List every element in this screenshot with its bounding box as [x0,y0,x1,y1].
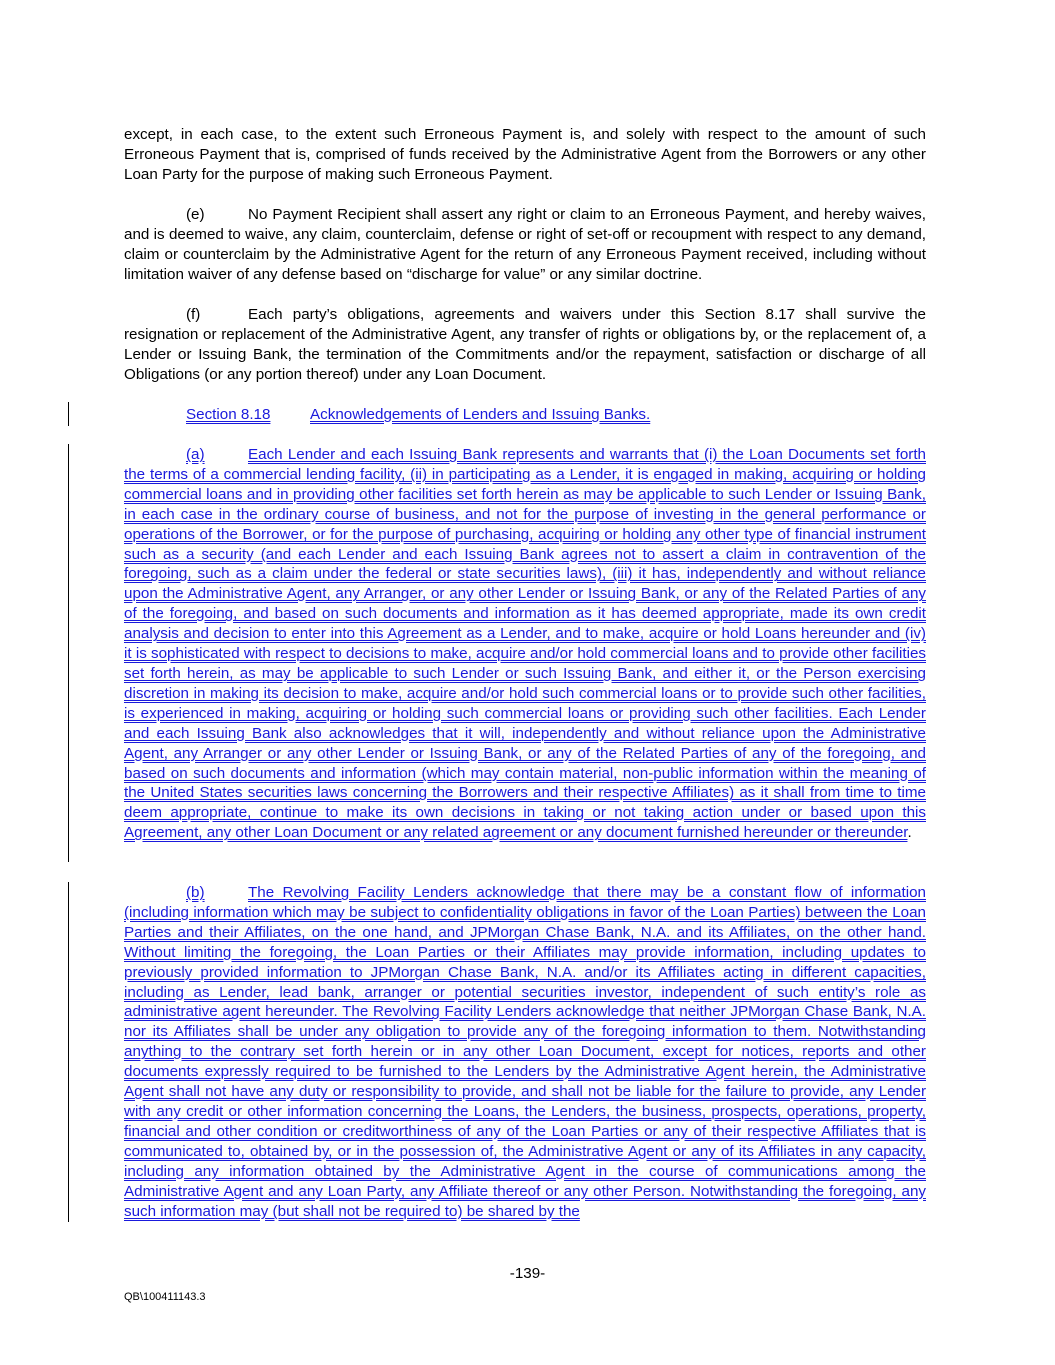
paragraph-e [124,205,926,285]
paragraph-b [124,883,926,1221]
section-heading [124,405,926,425]
change-bar [68,444,69,862]
paragraph-f [124,305,926,385]
paragraph-a [124,445,926,843]
paragraph-a-label: (a) [186,446,205,463]
paragraph-continuation-text: except, in each case, to the extent such Erroneous Payment is, and solely with respect to the amount of such Erroneous Payment that is, comprised of funds received by the Administrative Agent from the Borrowers or any other Loan Party for the purpose of making such Erroneous Payment. [124,126,926,183]
change-bar [68,882,69,1222]
section-number: Section 8.18 [186,406,271,423]
paragraph-f-text: Each party’s obligations, agreements and waivers under this Section 8.17 shall survive the resignation or replacement of the Administrative Agent, any transfer of rights or obligations by, or the replacement of, a Lender or Issuing Bank, the termination of the Commitments and/or the repayment, satisfaction or discharge of all Obligations (or any portion thereof) under any Loan Document. [124,306,926,383]
section-title: Acknowledgements of Lenders and Issuing Banks. [310,406,651,423]
paragraph-continuation [124,125,926,185]
paragraph-b-label: (b) [186,884,205,901]
paragraph-a-text: Each Lender and each Issuing Bank represents and warrants that (i) the Loan Documents set forth the terms of a commercial lending facility, (ii) in participating as a Lender, it is engaged in making, acquiring or holding commercial loans and in providing other facilities set forth herein as may be applicable to such Lender or Issuing Bank, in each case in the ordinary course of business, and not for the purpose of investing in the general performance or operations of the Borrower, or for the purpose of purchasing, acquiring or holding any other type of financial instrument such as a security (and each Lender and each Issuing Bank agrees not to assert a claim in contravention of the foregoing, such as a claim under the federal or state securities laws), (iii) it has, independently and without reliance upon the Administrative Agent, any Arranger, or any other Lender or Issuing Bank, or any of the Related Parties of any of the foregoing, and based on such documents and information as it has deemed appropriate, made its own credit analysis and decision to enter into this Agreement as a Lender, and to make, acquire or hold Loans hereunder and (iv) it is sophisticated with respect to decisions to make, acquire and/or hold commercial loans and to provide other facilities set forth herein, as may be applicable to such Lender or such Issuing Bank, and either it, or the Person exercising discretion in making its decision to make, acquire and/or hold such commercial loans or to provide such other facilities, is experienced in making, acquiring or holding such commercial loans or providing such other facilities. Each Lender and each Issuing Bank also acknowledges that it will, independently and without reliance upon the Administrative Agent, any Arranger or any other Lender or Issuing Bank, or any of the Related Parties of any of the foregoing, and based on such documents and information (which may contain material, non-public information within the meaning of the United States securities laws concerning the Borrowers and their respective Affiliates) as it shall from time to time deem appropriate, continue to make its own decisions in taking or not taking action under or based upon this Agreement, any other Loan Document or any related agreement or any document furnished hereunder or thereunder [124,446,926,842]
paragraph-f-label: (f) [186,306,201,323]
paragraph-e-label: (e) [186,206,205,223]
paragraph-b-text: The Revolving Facility Lenders acknowledge that there may be a constant flow of information (including information which may be subject to confidentiality obligations in favor of the Loan Parties) between the Loan Parties and their Affiliates, on the one hand, and JPMorgan Chase Bank, N.A. and its Affiliates, on the other hand. Without limiting the foregoing, the Loan Parties or their Affiliates may provide information, including updates to previously provided information to JPMorgan Chase Bank, N.A. and/or its Affiliates acting in different capacities, including as Lender, lead bank, arranger or potential securities investor, independent of such entity’s role as administrative agent hereunder. The Revolving Facility Lenders acknowledge that neither JPMorgan Chase Bank, N.A. nor its Affiliates shall be under any obligation to provide any of the foregoing information to them. Notwithstanding anything to the contrary set forth herein or in any other Loan Document, except for notices, reports and other documents expressly required to be furnished to the Lenders by the Administrative Agent herein, the Administrative Agent shall not have any duty or responsibility to provide, and shall not be liable for the failure to provide, any Lender with any credit or other information concerning the Loans, the Lenders, the business, prospects, operations, property, financial and other condition or creditworthiness of any of the Loan Parties or any of their respective Affiliates that is communicated to, obtained by, or in the possession of, the Administrative Agent or any of its Affiliates in any capacity, including any information obtained by the Administrative Agent in the course of communications among the Administrative Agent and any Loan Party, any Affiliate thereof or any other Person. Notwithstanding the foregoing, any such information may (but shall not be required to) be shared by the [124,884,926,1220]
paragraph-a-end: . [907,824,912,842]
page-number: -139- [509,1265,546,1282]
document-id: QB\100411143.3 [124,1291,206,1303]
change-bar [68,402,69,426]
paragraph-e-text: No Payment Recipient shall assert any right or claim to an Erroneous Payment, and hereby waives, and is deemed to waive, any claim, counterclaim, defense or right of set-off or recoupment with respect to any demand, claim or counterclaim by the Administrative Agent for the return of any Erroneous Payment received, including without limitation waiver of any defense based on “discharge for value” or any similar doctrine. [124,206,926,283]
